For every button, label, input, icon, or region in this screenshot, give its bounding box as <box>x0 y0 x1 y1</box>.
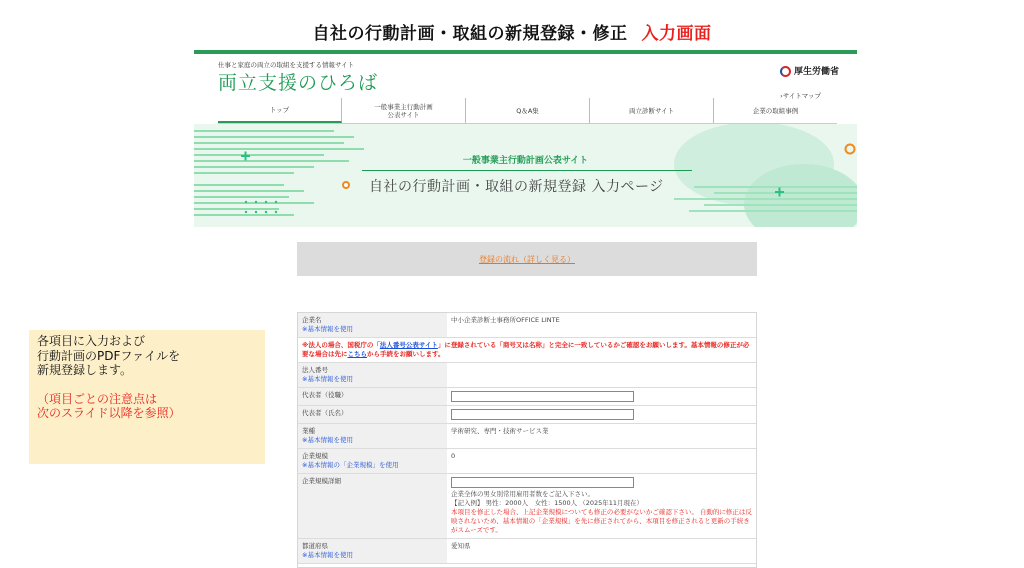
scale-value: 0 <box>451 452 456 460</box>
form-row-industry <box>298 424 756 449</box>
field-label: 代表者（役職） <box>298 388 447 405</box>
hero-divider <box>362 170 692 171</box>
hero-title: 自社の行動計画・取組の新規登録 入力ページ <box>369 179 664 195</box>
corp-number-value <box>447 363 756 387</box>
here-link[interactable]: こちら <box>347 350 367 358</box>
basic-info-ref-link[interactable]: ※基本情報を使用 <box>302 325 353 333</box>
note-line-red: （項目ごとの注意点は <box>37 391 158 406</box>
basic-info-ref-link[interactable]: ※基本情報を使用 <box>302 375 353 383</box>
form-row-corp-number <box>298 363 756 388</box>
note-line: 各項目に入力および <box>37 334 146 348</box>
slide-title-text: 自社の行動計画・取組の新規登録・修正 <box>312 24 628 44</box>
registration-form <box>297 312 757 568</box>
hero-subtitle: 一般事業主行動計画公表サイト <box>462 156 589 166</box>
nav-faq[interactable]: Q＆A集 <box>466 98 590 123</box>
basic-info-ref-link[interactable]: ※基本情報を使用 <box>302 551 353 559</box>
ministry-name: 厚生労働省 <box>793 67 839 77</box>
corp-number-site-link[interactable]: 法人番号公表サイト <box>379 341 438 349</box>
sitemap-link[interactable]: ›サイトマップ <box>780 92 821 100</box>
prefecture-value: 愛知県 <box>451 542 471 550</box>
hero-bullet-icon <box>342 181 350 189</box>
form-row-prefecture <box>298 539 756 564</box>
form-row-rep-name <box>298 406 756 424</box>
site-tagline: 仕事と家庭の両立の取組を支援する情報サイト <box>218 61 355 69</box>
field-label: 企業規模詳細 <box>298 474 447 538</box>
corporate-name-warning: ※法人の場合、国税庁の「法人番号公表サイト」に登録されている「商号又は名称」と完全に一致しているかご確認をお願いします。基本情報の修正が必要な場合は先にこちらから手続をお願いします。 <box>298 338 756 363</box>
form-row-scale <box>298 449 756 474</box>
basic-info-ref-link[interactable]: ※基本情報を使用 <box>302 436 353 444</box>
form-row-scale-detail <box>298 474 756 539</box>
scale-detail-help: 企業全体の男女別常用雇用者数をご記入下さい。 <box>451 490 594 498</box>
nav-top[interactable]: トップ <box>218 98 342 123</box>
industry-value: 学術研究、専門・技術サービス業 <box>451 427 549 435</box>
field-label: 業種 ※基本情報を使用 <box>298 424 447 448</box>
nav-case-studies[interactable]: 企業の取組事例 <box>752 106 799 115</box>
instruction-note <box>29 330 265 464</box>
site-header <box>194 54 857 98</box>
field-label: 企業名 ※基本情報を使用 <box>298 313 447 337</box>
note-line: 行動計画のPDFファイルを <box>37 348 181 363</box>
nav-action-plan-site[interactable]: 一般事業主行動計画 公表サイト <box>342 98 466 123</box>
hero-banner <box>194 124 857 227</box>
scale-detail-input[interactable] <box>451 477 634 488</box>
registration-flow-link[interactable]: 登録の流れ（詳しく見る） <box>297 242 757 276</box>
scale-detail-warning: 本項目を修正した場合、上記企業規模についても修正の必要がないかご確認下さい。 自動的に修正は反映されないため、基本情報の「企業規模」を先に修正されてから、本項目を修正されると更新の手続きがスムーズです。 <box>451 508 752 534</box>
site-logo[interactable]: 両立支援のひろば <box>218 72 379 94</box>
website-screenshot <box>194 50 857 227</box>
note-line: 新規登録します。 <box>37 363 133 377</box>
main-nav <box>218 98 837 124</box>
slide-title <box>0 19 1024 44</box>
scale-detail-example: 【記入例】 男性：2000人 女性：1500人 （2025年11月現在） <box>451 499 644 507</box>
rep-name-input[interactable] <box>451 409 634 420</box>
field-label: 代表者（氏名） <box>298 406 447 423</box>
form-row-company <box>298 313 756 338</box>
field-label: 企業規模 ※基本情報の「企業規模」を使用 <box>298 449 447 473</box>
note-line-red: 次のスライド以降を参照） <box>37 406 181 420</box>
ministry-logo[interactable] <box>780 64 839 77</box>
field-label: 法人番号 ※基本情報を使用 <box>298 363 447 387</box>
form-row-rep-title <box>298 388 756 406</box>
field-label: 都道府県 ※基本情報を使用 <box>298 539 447 563</box>
ministry-mark-icon <box>780 66 791 77</box>
rep-title-input[interactable] <box>451 391 634 402</box>
company-value: 中小企業診断士事務所OFFICE LINTE <box>451 316 560 324</box>
scale-ref-link[interactable]: ※基本情報の「企業規模」を使用 <box>302 461 399 469</box>
nav-diagnosis-site[interactable]: 両立診断サイト <box>590 98 714 123</box>
slide-title-highlight: 入力画面 <box>641 24 712 44</box>
